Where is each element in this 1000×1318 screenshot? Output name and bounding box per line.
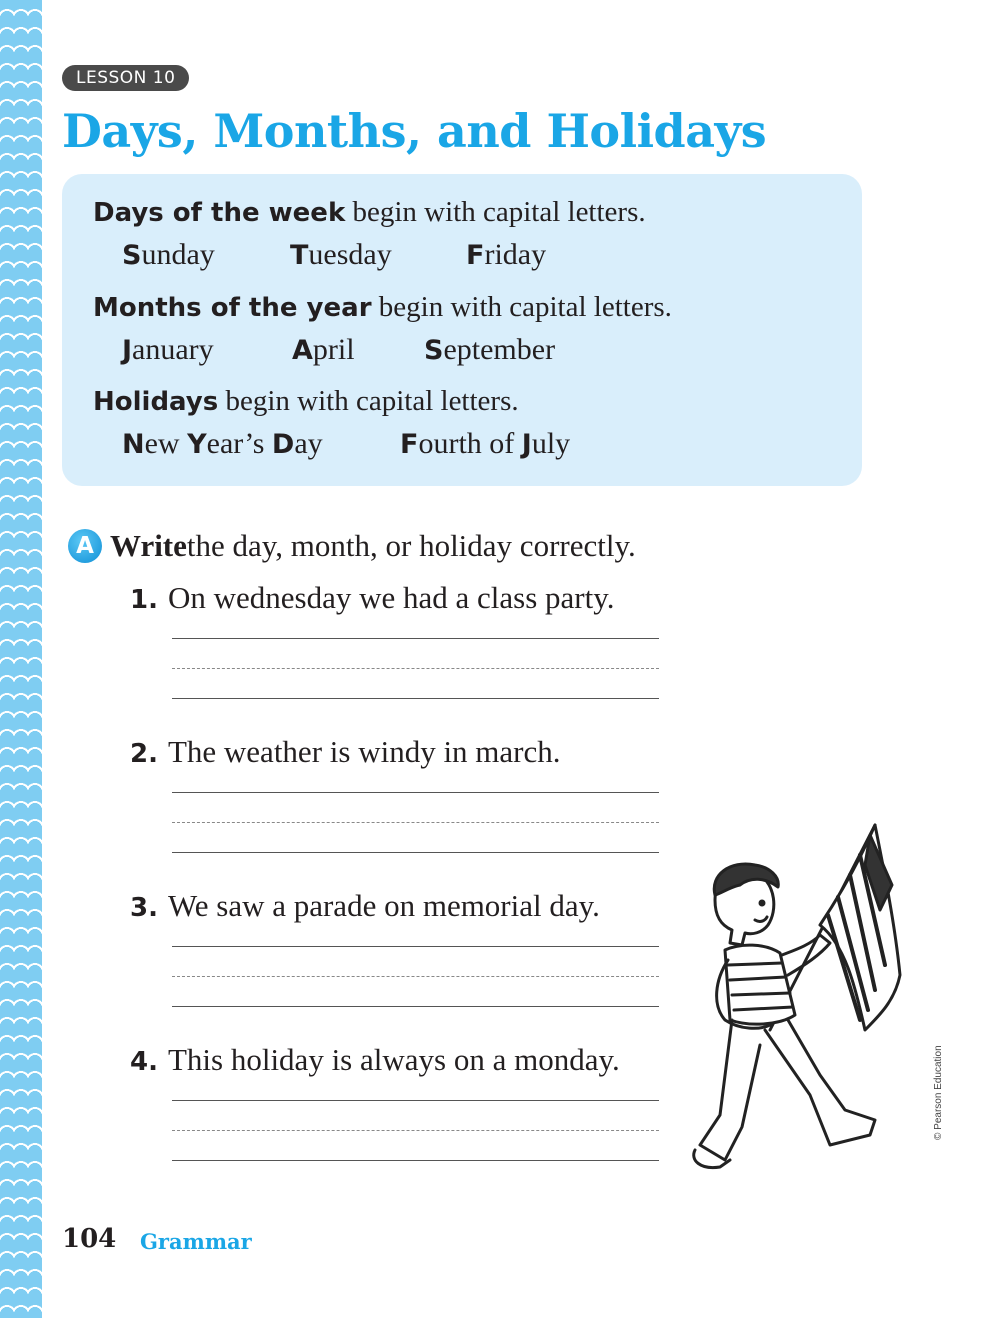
example-fourth-of-july: Fourth of July (400, 427, 571, 460)
page-number: 104 (62, 1224, 117, 1254)
copyright-notice: © Pearson Education (933, 1045, 944, 1140)
rule-days: Days of the week begin with capital letters. (93, 196, 646, 228)
example-january: January (122, 333, 214, 366)
example-september: September (424, 333, 556, 366)
answer-lines-1[interactable] (172, 638, 659, 699)
page-title: Days, Months, and Holidays (62, 104, 767, 158)
example-april: April (292, 333, 355, 366)
example-sunday: Sunday (122, 238, 215, 271)
wave-border-decoration (0, 0, 42, 1318)
rule-box (62, 174, 862, 486)
answer-lines-4[interactable] (172, 1100, 659, 1161)
example-friday: Friday (466, 238, 547, 271)
question-4: 4. This holiday is always on a monday. (130, 1042, 620, 1077)
boy-with-flag-illustration (670, 815, 910, 1185)
lesson-badge: LESSON 10 (62, 65, 189, 91)
example-tuesday: Tuesday (290, 238, 392, 271)
rule-months: Months of the year begin with capital letters. (93, 291, 672, 323)
example-new-years-day: New Year’s Day (122, 427, 323, 460)
question-3: 3. We saw a parade on memorial day. (130, 888, 600, 923)
question-2: 2. The weather is windy in march. (130, 734, 561, 769)
answer-lines-3[interactable] (172, 946, 659, 1007)
rule-holidays: Holidays begin with capital letters. (93, 385, 519, 417)
answer-lines-2[interactable] (172, 792, 659, 853)
section-a-badge: A (68, 529, 102, 563)
footer-section: Grammar (140, 1229, 252, 1254)
question-1: 1. On wednesday we had a class party. (130, 580, 615, 615)
section-a-instructions: A Write the day, month, or holiday correctly. (68, 528, 636, 564)
